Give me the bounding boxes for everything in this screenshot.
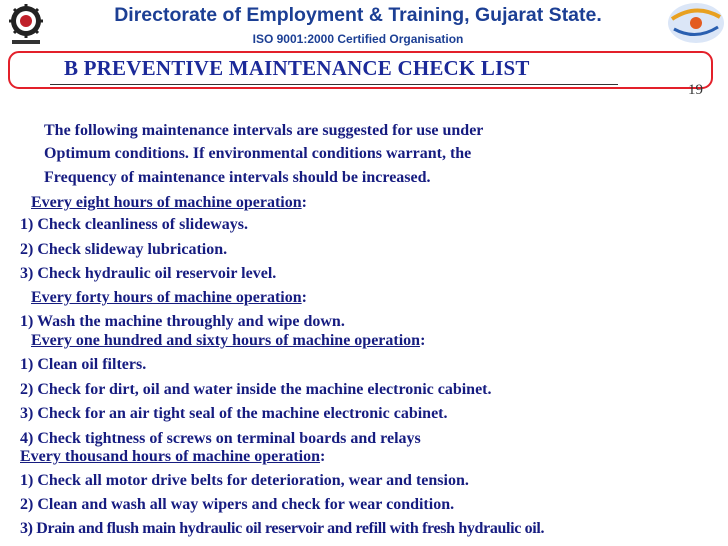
intro-line-2: Optimum conditions. If environmental conditions warrant, the <box>44 145 472 162</box>
list-item: 3) Drain and flush main hydraulic oil reservoir and refill with fresh hydraulic oil. <box>20 520 545 537</box>
list-item: 1) Check cleanliness of slideways. <box>20 216 248 233</box>
list-item: 3) Check hydraulic oil reservoir level. <box>20 265 277 282</box>
slide-title-box <box>8 51 713 89</box>
section-heading-thousand-hours <box>20 447 325 467</box>
header-subtitle: ISO 9001:2000 Certified Organisation <box>252 32 464 46</box>
list-item: 2) Clean and wash all way wipers and check for wear condition. <box>20 496 455 513</box>
section-heading-text: Every eight hours of machine operation <box>31 194 302 211</box>
vibrant-gujarat-logo <box>666 1 726 47</box>
list-item: 1) Clean oil filters. <box>20 356 147 373</box>
intro-line-3: Frequency of maintenance intervals should be increased. <box>44 169 431 186</box>
header-title: Directorate of Employment & Training, Gujarat State. <box>114 4 602 26</box>
heading-colon: : <box>320 448 326 465</box>
list-item: 2) Check for dirt, oil and water inside the machine electronic cabinet. <box>20 381 492 398</box>
section-heading-one-hundred-sixty-hours <box>31 331 425 351</box>
slide-title: B PREVENTIVE MAINTENANCE CHECK LIST <box>64 56 530 80</box>
header-banner <box>0 0 728 48</box>
section-heading-text: Every thousand hours of machine operation <box>20 448 321 465</box>
section-heading-text: Every one hundred and sixty hours of machine operation <box>31 332 421 349</box>
list-item: 3) Check for an air tight seal of the machine electronic cabinet. <box>20 405 448 422</box>
list-item: 2) Check slideway lubrication. <box>20 241 228 258</box>
list-item: 1) Wash the machine throughly and wipe down. <box>20 313 345 330</box>
section-heading-text: Every forty hours of machine operation <box>31 289 302 306</box>
intro-line-1: The following maintenance intervals are suggested for use under <box>44 122 484 139</box>
list-item: 1) Check all motor drive belts for deterioration, wear and tension. <box>20 472 469 489</box>
emblem-logo <box>4 2 48 46</box>
section-heading-forty-hours <box>31 288 307 308</box>
heading-colon: : <box>420 332 426 349</box>
heading-colon: : <box>301 289 307 306</box>
list-item: 4) Check tightness of screws on terminal boards and relays <box>20 430 421 447</box>
heading-colon: : <box>301 194 307 211</box>
slide-title-underline <box>50 54 618 85</box>
section-heading-eight-hours <box>31 193 307 213</box>
page-number: 19 <box>688 82 703 98</box>
